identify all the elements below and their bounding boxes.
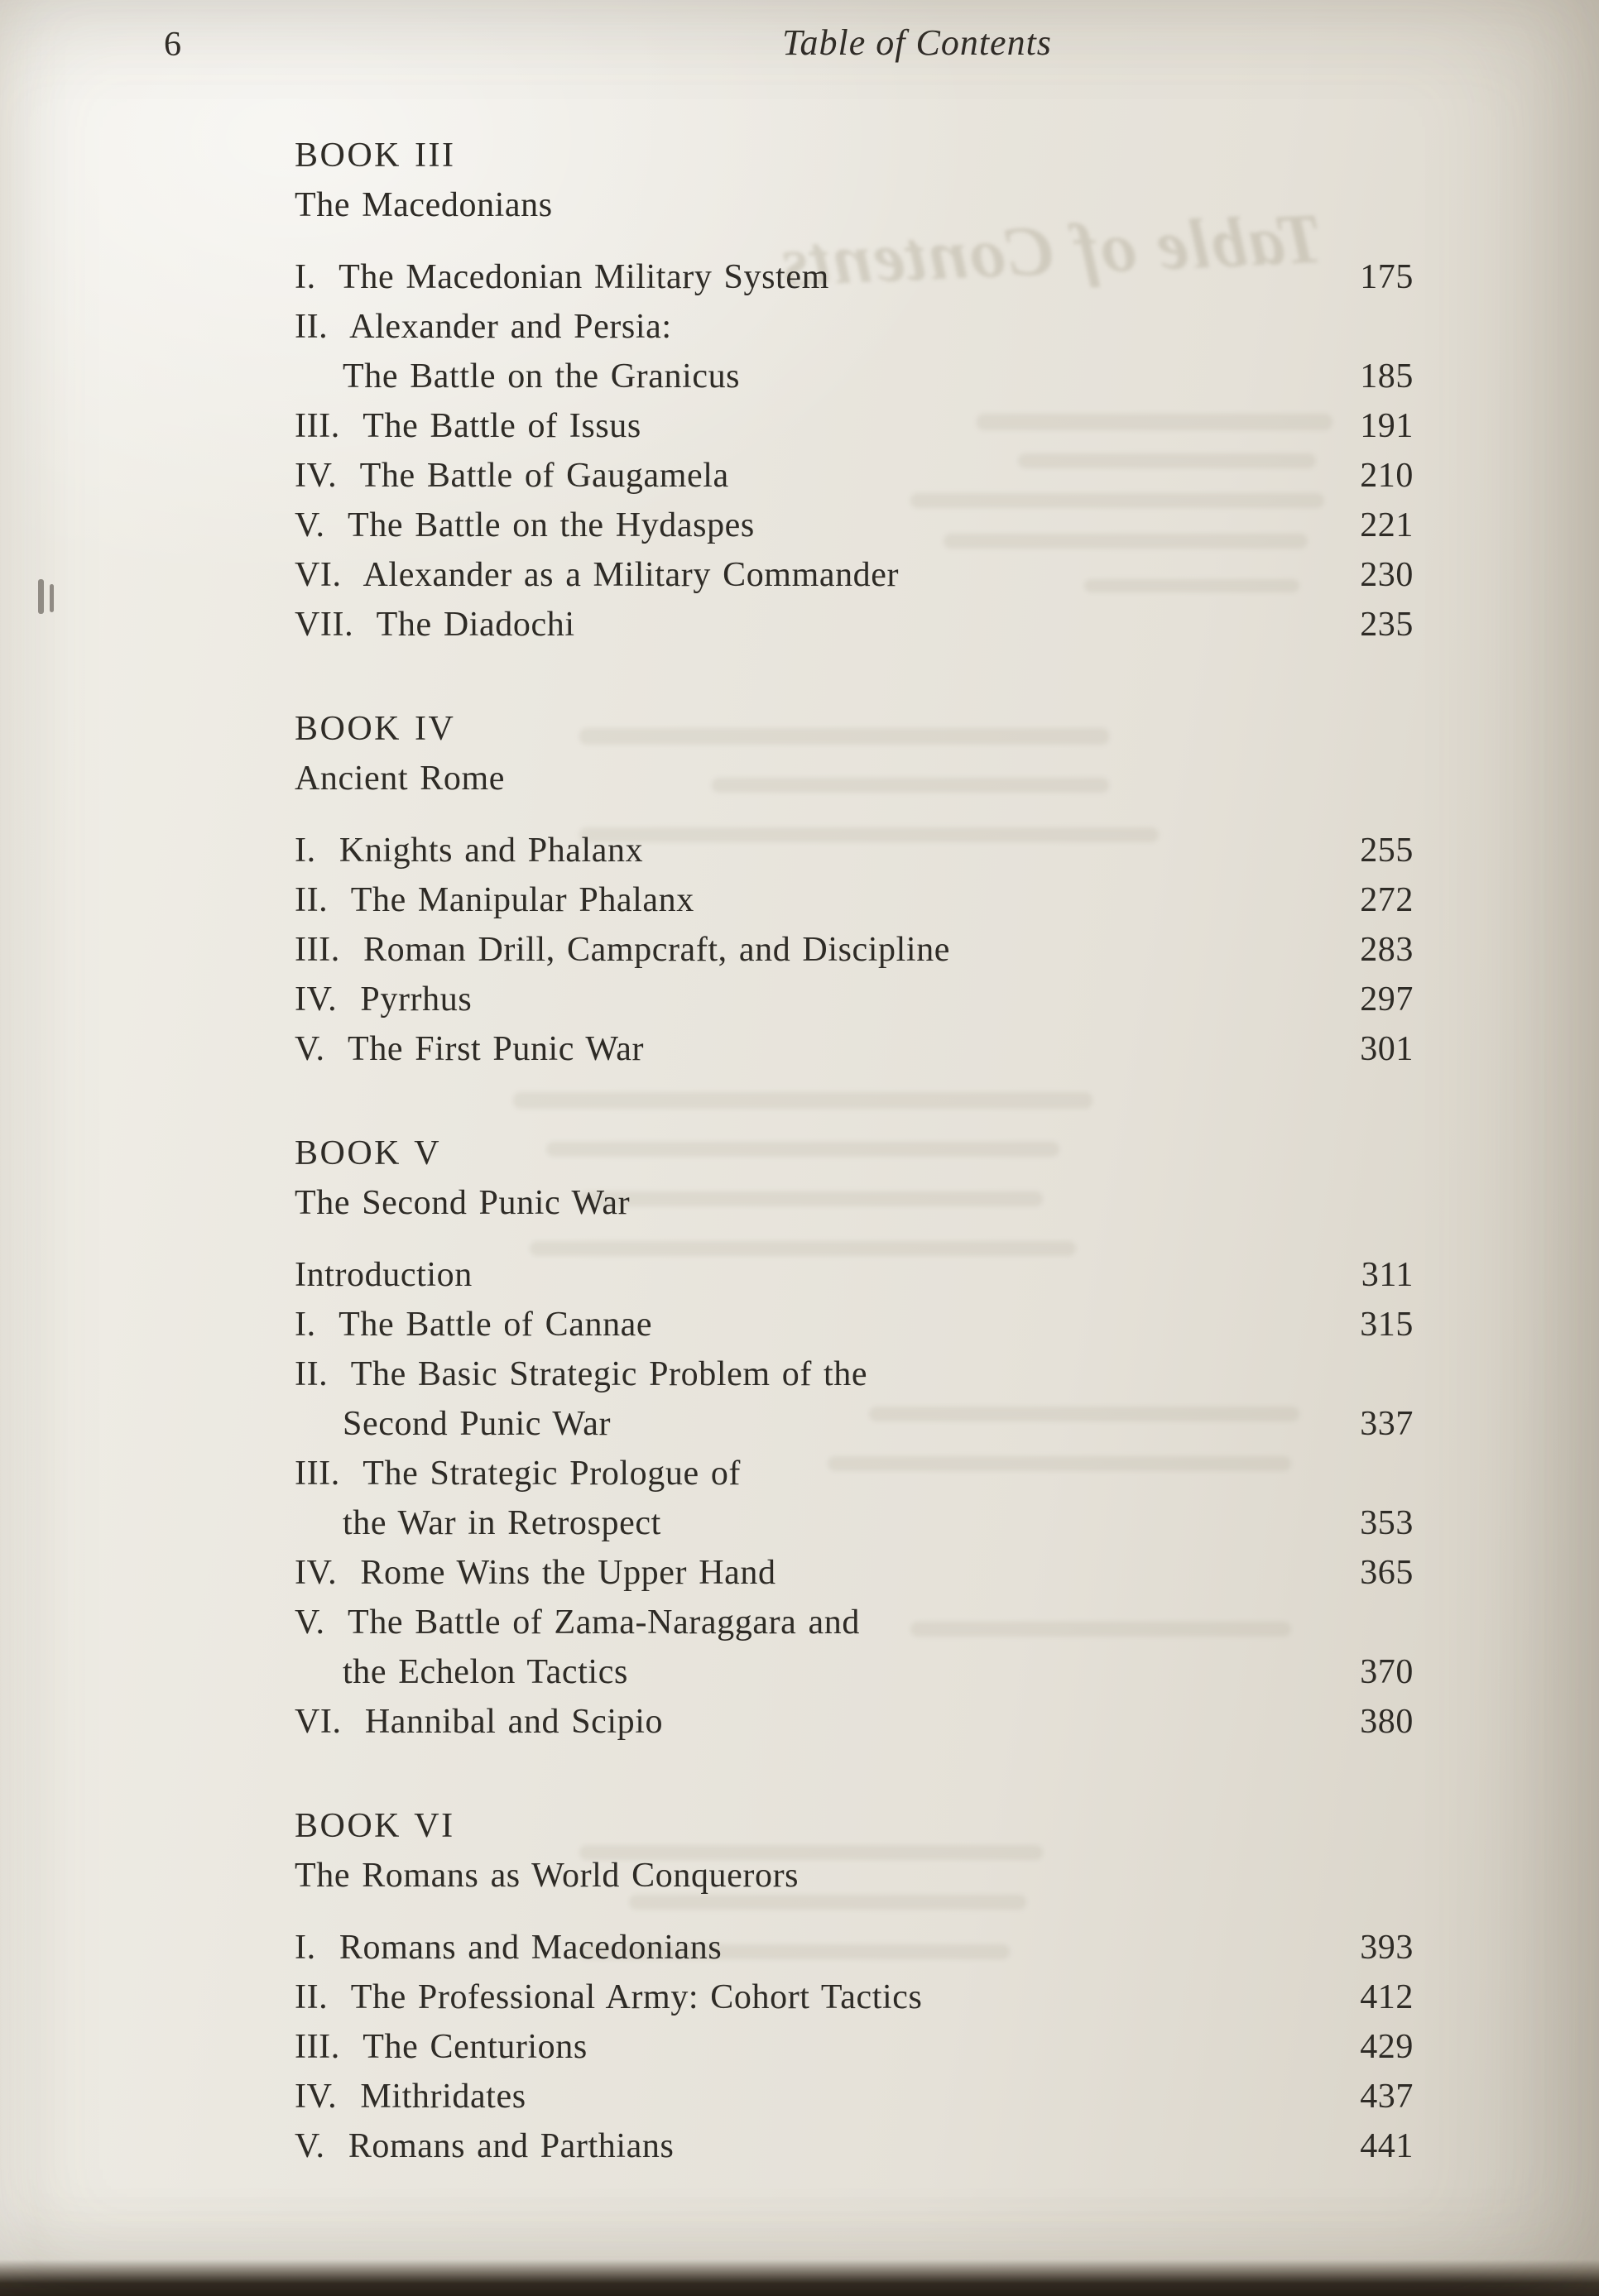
entry-page-number: 221 xyxy=(1360,506,1414,544)
entry-list xyxy=(295,1923,1414,2171)
entry-line: IV. The Battle of Gaugamela xyxy=(295,457,729,495)
toc-entry xyxy=(295,1349,1414,1449)
entry-page-number: 393 xyxy=(1360,1929,1414,1967)
entry-text xyxy=(295,875,1314,925)
book-subtitle: The Second Punic War xyxy=(295,1184,631,1222)
toc-entry xyxy=(295,975,1414,1024)
entry-page-number: 283 xyxy=(1360,931,1414,969)
toc-entry xyxy=(295,1250,1414,1300)
margin-mark xyxy=(50,584,54,612)
entry-page-number: 311 xyxy=(1361,1256,1414,1294)
entry-page-number: 337 xyxy=(1360,1405,1414,1443)
entry-page-number: 191 xyxy=(1360,407,1414,445)
entry-page-number: 185 xyxy=(1360,357,1414,395)
entry-text xyxy=(295,1697,1314,1747)
entry-line: I. The Macedonian Military System xyxy=(295,258,829,296)
entry-line: I. The Battle of Cannae xyxy=(295,1306,653,1344)
entry-line: II. The Professional Army: Cohort Tactics xyxy=(295,1978,923,2016)
entry-page-number: 235 xyxy=(1360,606,1414,644)
entry-line: The Battle on the Granicus xyxy=(343,357,741,395)
entry-text xyxy=(295,2072,1314,2121)
toc-entry xyxy=(295,252,1414,302)
entry-list xyxy=(295,1250,1414,1747)
book-subtitle: Ancient Rome xyxy=(295,760,505,798)
entry-line: VII. The Diadochi xyxy=(295,606,575,644)
entry-text xyxy=(295,1548,1314,1598)
entry-list xyxy=(295,252,1414,649)
entry-line: V. The Battle on the Hydaspes xyxy=(295,506,755,544)
entry-line: III. The Strategic Prologue of xyxy=(295,1455,742,1493)
entry-text xyxy=(295,925,1314,975)
entry-text xyxy=(295,1250,1314,1300)
toc-entry xyxy=(295,1449,1414,1548)
toc-entry xyxy=(295,1024,1414,1074)
entry-page-number: 315 xyxy=(1360,1306,1414,1344)
book-section xyxy=(295,131,1414,649)
page-left-edge xyxy=(0,0,36,2296)
entry-line: Second Punic War xyxy=(343,1405,612,1443)
entry-line: IV. Rome Wins the Upper Hand xyxy=(295,1554,776,1592)
entry-page-number: 230 xyxy=(1360,556,1414,594)
entry-line: Introduction xyxy=(295,1256,473,1294)
entry-text xyxy=(295,600,1314,649)
entry-line: IV. Pyrrhus xyxy=(295,980,473,1019)
book-heading: BOOK VI xyxy=(295,1807,455,1845)
toc-entry xyxy=(295,925,1414,975)
entry-line: II. The Basic Strategic Problem of the xyxy=(295,1355,868,1393)
entry-line: III. The Centurions xyxy=(295,2028,588,2066)
entry-page-number: 441 xyxy=(1360,2127,1414,2165)
toc-entry xyxy=(295,1923,1414,1972)
entry-line: the War in Retrospect xyxy=(343,1504,661,1542)
entry-text xyxy=(295,1972,1314,2022)
toc-entry xyxy=(295,550,1414,600)
entry-text xyxy=(295,826,1314,875)
entry-page-number: 370 xyxy=(1360,1653,1414,1691)
entry-line: V. The Battle of Zama-Naraggara and xyxy=(295,1603,860,1642)
toc-entry xyxy=(295,451,1414,501)
book-heading: BOOK III xyxy=(295,137,456,175)
entry-text xyxy=(295,1598,1314,1697)
entry-line: V. The First Punic War xyxy=(295,1030,645,1068)
toc-entry xyxy=(295,1972,1414,2022)
margin-mark xyxy=(38,579,44,614)
book-heading: BOOK V xyxy=(295,1134,442,1172)
entry-page-number: 210 xyxy=(1360,457,1414,495)
entry-line: I. Romans and Macedonians xyxy=(295,1929,723,1967)
entry-text xyxy=(295,302,1314,401)
entry-line: V. Romans and Parthians xyxy=(295,2127,675,2165)
entry-text xyxy=(295,1300,1314,1349)
entry-text xyxy=(295,1024,1314,1074)
book-bottom-edge xyxy=(0,2260,1599,2296)
entry-page-number: 429 xyxy=(1360,2028,1414,2066)
entry-text xyxy=(295,451,1314,501)
entry-text xyxy=(295,252,1314,302)
entry-line: II. Alexander and Persia: xyxy=(295,308,672,346)
entry-list xyxy=(295,826,1414,1074)
toc-sections xyxy=(295,131,1414,2171)
toc-entry xyxy=(295,826,1414,875)
toc-entry xyxy=(295,1548,1414,1598)
book-subtitle: The Romans as World Conquerors xyxy=(295,1857,800,1895)
toc-entry xyxy=(295,401,1414,451)
entry-text xyxy=(295,1923,1314,1972)
toc-entry xyxy=(295,1300,1414,1349)
entry-text xyxy=(295,1349,1314,1449)
entry-page-number: 175 xyxy=(1360,258,1414,296)
entry-line: VI. Alexander as a Military Commander xyxy=(295,556,900,594)
entry-line: IV. Mithridates xyxy=(295,2078,526,2116)
entry-page-number: 353 xyxy=(1360,1504,1414,1542)
entry-line: III. Roman Drill, Campcraft, and Discipline xyxy=(295,931,951,969)
book-section xyxy=(295,1801,1414,2171)
entry-text xyxy=(295,2022,1314,2072)
book-section xyxy=(295,704,1414,1074)
book-section xyxy=(295,1129,1414,1747)
running-head-title: Table of Contents xyxy=(782,22,1052,63)
entry-page-number: 380 xyxy=(1360,1703,1414,1741)
toc-entry xyxy=(295,875,1414,925)
toc-entry xyxy=(295,501,1414,550)
entry-text xyxy=(295,1449,1314,1548)
toc-entry xyxy=(295,1697,1414,1747)
toc-entry xyxy=(295,2072,1414,2121)
entry-page-number: 437 xyxy=(1360,2078,1414,2116)
entry-text xyxy=(295,2121,1314,2171)
entry-page-number: 272 xyxy=(1360,881,1414,919)
entry-text xyxy=(295,975,1314,1024)
book-heading: BOOK IV xyxy=(295,710,456,748)
entry-line: VI. Hannibal and Scipio xyxy=(295,1703,664,1741)
toc-entry xyxy=(295,2022,1414,2072)
entry-page-number: 412 xyxy=(1360,1978,1414,2016)
entry-text xyxy=(295,501,1314,550)
bleedthrough-title-text: Table of Contents xyxy=(777,198,1325,302)
entry-page-number: 301 xyxy=(1360,1030,1414,1068)
entry-line: III. The Battle of Issus xyxy=(295,407,641,445)
entry-line: I. Knights and Phalanx xyxy=(295,832,644,870)
entry-line: the Echelon Tactics xyxy=(343,1653,628,1691)
toc-entry xyxy=(295,600,1414,649)
entry-line: II. The Manipular Phalanx xyxy=(295,881,694,919)
book-subtitle: The Macedonians xyxy=(295,186,553,224)
page-number: 6 xyxy=(164,26,182,64)
entry-page-number: 297 xyxy=(1360,980,1414,1019)
entry-text xyxy=(295,550,1314,600)
toc-entry xyxy=(295,2121,1414,2171)
entry-page-number: 255 xyxy=(1360,832,1414,870)
toc-entry xyxy=(295,302,1414,401)
toc-entry xyxy=(295,1598,1414,1697)
entry-text xyxy=(295,401,1314,451)
entry-page-number: 365 xyxy=(1360,1554,1414,1592)
